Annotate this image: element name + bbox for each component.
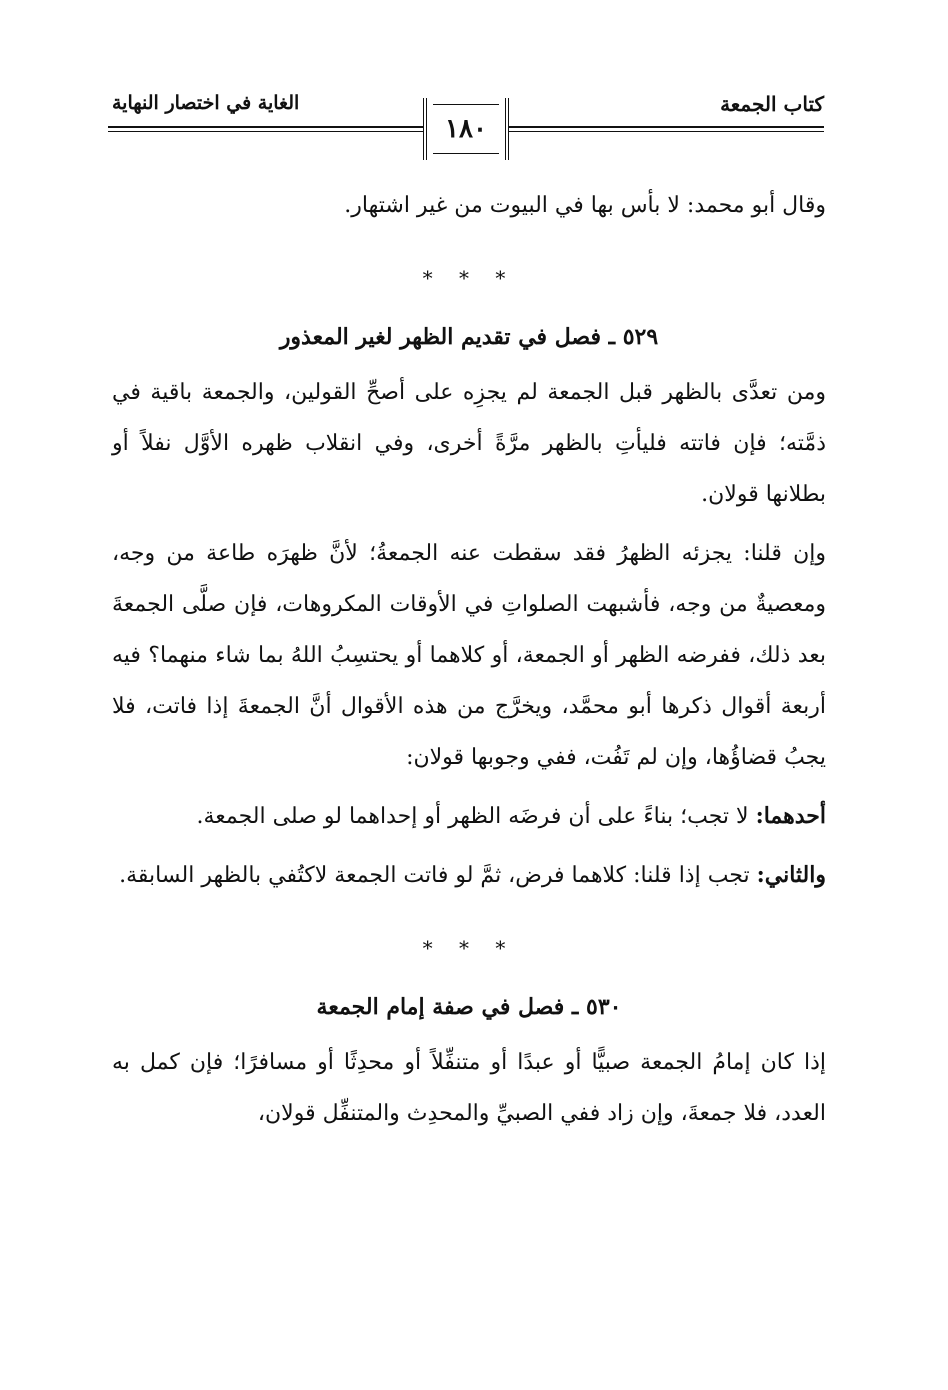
running-title-book: الغاية في اختصار النهاية [112,92,300,114]
page-header [108,88,824,168]
paragraph-529-1: ومن تعدَّى بالظهر قبل الجمعة لم يجزِه على أصحِّ القولين، والجمعة باقية في ذمَّته؛ فإن فاتته فليأتِ بالظهر مرَّةً أخرى، وفي انقلاب ظهره الأوَّل نفلاً أو بطلانها قولان. [112,380,826,507]
section-separator: * * * [422,266,516,290]
page-number: ١٨٠ [445,114,487,144]
page-body [112,180,826,1139]
section-heading-530: ٥٣٠ ـ فصل في صفة إمام الجمعة [316,994,622,1020]
paragraph-529-2: وإن قلنا: يجزئه الظهرُ فقد سقطت عنه الجمعةُ؛ لأنَّ ظهرَه طاعة من وجه، ومعصيةٌ من وجه، فأشبهت الصلواتِ في الأوقات المكروهات، فإن صلَّى الجمعةَ بعد ذلك، ففرضه الظهر أو الجمعة، أو كلاهما أو يحتسِبُ اللهُ بما شاء منهما؟ فيه أربعة أقوال ذكرها أبو محمَّد، ويخرَّج من هذه الأقوال أنَّ الجمعةَ إذا فاتت، فلا يجبُ قضاؤُها، وإن لم تَفُت، ففي وجوبها قولان: [112,541,826,770]
section-separator: * * * [422,936,516,960]
paragraph-529-4 [112,850,826,901]
paragraph-530-1: إذا كان إمامُ الجمعة صبيًّا أو عبدًا أو متنفِّلاً أو محدِثًا أو مسافرًا؛ فإن كمل به العدد، فلا جمعةَ، وإن زاد ففي الصبيِّ والمحدِث والمتنفِّل قولان، [112,1050,826,1126]
paragraph-lead-first: أحدهما: [755,803,826,829]
paragraph-intro: وقال أبو محمد: لا بأس بها في البيوت من غير اشتهار. [344,193,826,218]
paragraph-529-3 [112,791,826,842]
page-number-frame [423,98,509,160]
section-heading-529: ٥٢٩ ـ فصل في تقديم الظهر لغير المعذور [279,324,659,350]
paragraph-text-second: تجب إذا قلنا: كلاهما فرض، ثمَّ لو فاتت الجمعة لاكتُفي بالظهر السابقة. [119,863,757,888]
paragraph-lead-second: والثاني: [756,862,826,888]
running-title-chapter: كتاب الجمعة [720,92,824,116]
paragraph-text-first: لا تجب؛ بناءً على أن فرضَه الظهر أو إحداهما لو صلى الجمعة. [196,804,756,829]
